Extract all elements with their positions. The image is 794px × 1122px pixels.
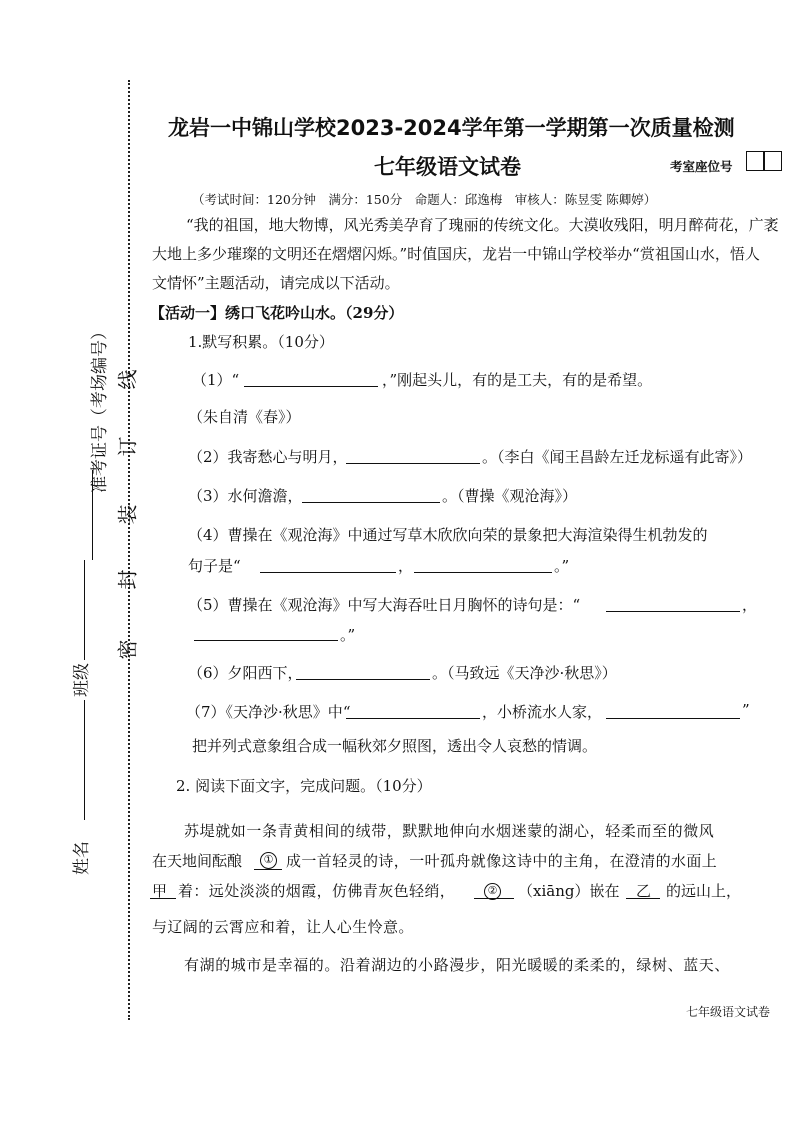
seat-label: 考室座位号 — [670, 159, 733, 174]
q1-5-comma: ， — [742, 596, 758, 614]
q1-4-blank-a[interactable] — [260, 572, 396, 573]
passage-line-3-b: 着：远处淡淡的烟霞，仿佛青灰色轻绡， — [178, 882, 456, 900]
q1-3-prefix: （3）水何澹澹， — [188, 487, 303, 505]
activity-1-heading: 【活动一】绣口飞花吟山水。（29分） — [150, 304, 404, 322]
seal-char-feng: 封 — [115, 569, 140, 590]
q1-5-prefix: （5）曹操在《观沧海》中写大海吞吐日月胸怀的诗句是：“ — [188, 596, 581, 614]
class-label: 班级 — [72, 663, 92, 697]
q1-7-line2: 把并列式意象组合成一幅秋郊夕照图，透出令人哀愁的情调。 — [192, 737, 598, 755]
seat-box-1[interactable] — [746, 151, 764, 171]
passage-blank-1[interactable] — [254, 869, 282, 870]
name-line — [84, 700, 85, 820]
q1-6-suffix: 。（马致远《天净沙·秋思》） — [432, 664, 617, 682]
exam-subtitle: 七年级语文试卷 — [374, 155, 521, 179]
q1-6-prefix: （6）夕阳西下， — [188, 664, 303, 682]
seal-char-ding: 订 — [115, 436, 140, 457]
intro-line-2: 大地上多少璀璨的文明还在熠熠闪烁。”时值国庆，龙岩一中锦山学校举办“赏祖国山水，悟人 — [152, 245, 760, 263]
passage-line-3-f: 的远山上， — [666, 882, 742, 900]
passage-line-3-jia: 甲 — [152, 882, 168, 900]
q1-1-blank[interactable] — [244, 386, 378, 387]
q1-2-blank[interactable] — [346, 463, 480, 464]
passage-line-3-yi: 乙 — [636, 882, 652, 900]
passage-line-3-d: （xiāng）嵌在 — [518, 882, 620, 900]
passage-line-2-a: 在天地间酝酿 — [152, 852, 243, 870]
q1-7-blank-a[interactable] — [346, 718, 480, 719]
q1-5-end: 。” — [340, 626, 356, 644]
binding-dotted-line — [128, 80, 130, 1020]
q1-5-blank-a[interactable] — [606, 611, 740, 612]
passage-line-1: 苏堤就如一条青黄相间的绒带，默默地伸向水烟迷蒙的湖心，轻柔而至的微风 — [184, 822, 715, 840]
passage-blank-yi[interactable] — [626, 898, 660, 899]
q1-4-blank-b[interactable] — [414, 572, 552, 573]
q1-5-blank-b[interactable] — [194, 640, 338, 641]
q1-3-suffix: 。（曹操《观沧海》） — [442, 487, 578, 505]
exam-title: 龙岩一中锦山学校2023-2024学年第一学期第一次质量检测 — [168, 116, 735, 140]
passage-line-4: 与辽阔的云霄应和着，让人心生怜意。 — [152, 918, 414, 936]
q1-7-blank-b[interactable] — [606, 718, 740, 719]
q1-1-prefix: （1）“ — [192, 371, 240, 389]
q1-7-prefix: （7）《天净沙·秋思》中“ — [186, 703, 351, 721]
exam-id-line — [92, 470, 93, 560]
intro-line-1: “我的祖国，地大物博，风光秀美孕育了瑰丽的传统文化。大漠收残阳，明月醉荷花，广袤 — [186, 216, 779, 234]
seal-char-zhuang: 装 — [115, 504, 140, 525]
q1-6-blank[interactable] — [296, 679, 430, 680]
blank-marker-1: ① — [260, 852, 277, 869]
q1-7-close: ” — [742, 701, 750, 719]
q1-heading: 1.默写积累。（10分） — [188, 333, 334, 351]
q1-7-middle: ，小桥流水人家， — [482, 703, 603, 721]
q1-4-comma: ， — [398, 557, 414, 575]
exam-info: （考试时间：120分钟 满分：150分 命题人：邱逸梅 审核人：陈昱雯 陈卿婷） — [192, 192, 657, 207]
passage-line-2-c: 成一首轻灵的诗，一叶孤舟就像这诗中的主角，在澄清的水面上 — [286, 852, 718, 870]
passage-blank-2[interactable] — [474, 898, 514, 899]
passage-blank-jia[interactable] — [150, 898, 176, 899]
q1-4-prefix: 句子是“ — [188, 557, 241, 575]
passage-line-5: 有湖的城市是幸福的。沿着湖边的小路漫步，阳光暖暖的柔柔的，绿树、蓝天、 — [184, 956, 731, 974]
q1-2-suffix: 。（李白《闻王昌龄左迁龙标遥有此寄》） — [482, 448, 753, 466]
seal-char-mi: 密 — [115, 639, 140, 660]
q1-1-source: （朱自清《春》） — [188, 408, 301, 426]
name-label: 姓名 — [72, 841, 92, 875]
q1-4-line1: （4）曹操在《观沧海》中通过写草木欣欣向荣的景象把大海渲染得生机勃发的 — [188, 526, 708, 544]
q1-2-prefix: （2）我寄愁心与明月， — [188, 448, 348, 466]
exam-id-label: 准考证号（考场编号） — [90, 323, 110, 493]
seat-box-2[interactable] — [764, 151, 782, 171]
q2-heading: 2. 阅读下面文字，完成问题。（10分） — [176, 777, 432, 795]
q1-3-blank[interactable] — [302, 502, 440, 503]
class-line — [84, 560, 85, 660]
seal-char-xian: 线 — [115, 369, 140, 390]
q1-4-end: 。” — [554, 557, 570, 575]
page-footer: 七年级语文试卷 — [686, 1005, 771, 1019]
q1-1-suffix: ，”刚起头儿，有的是工夫，有的是希望。 — [382, 371, 653, 389]
blank-marker-2: ② — [484, 883, 501, 900]
intro-line-3: 文情怀”主题活动，请完成以下活动。 — [152, 274, 400, 292]
